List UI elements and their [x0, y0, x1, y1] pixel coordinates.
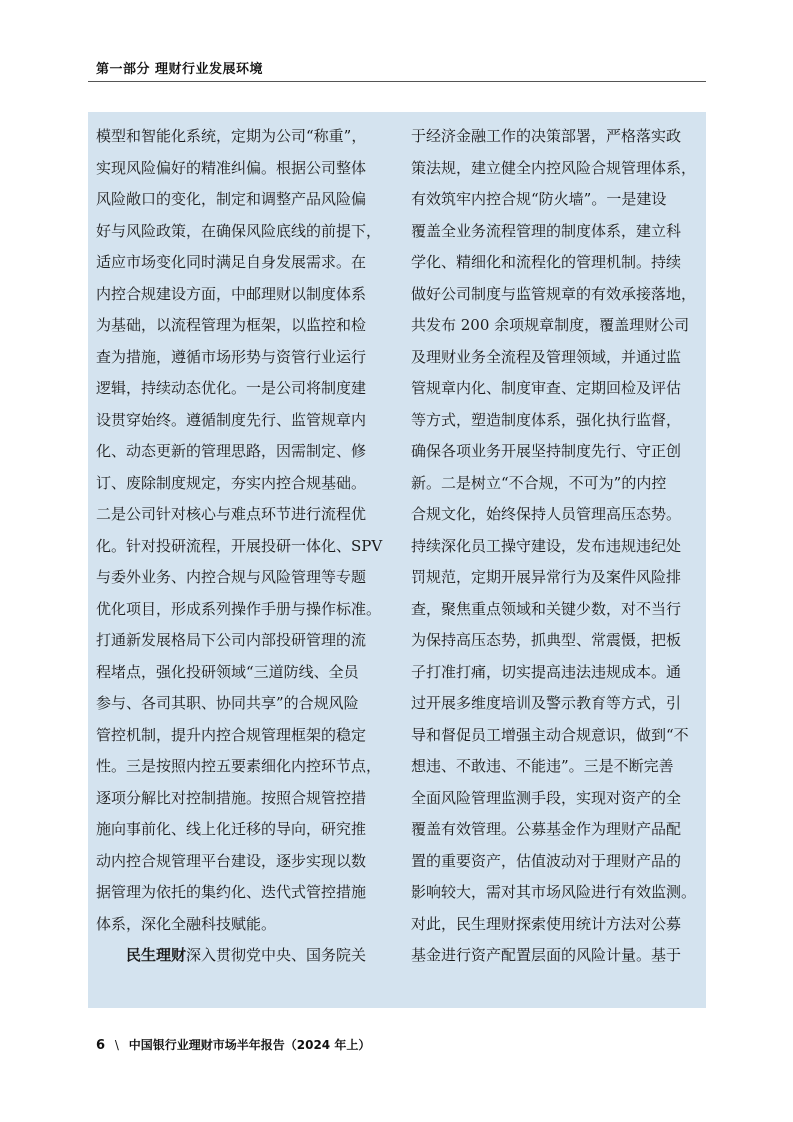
text-line: 为基础，以流程管理为框架，以监控和检 — [96, 316, 367, 334]
text-line: 查为措施，遵循市场形势与资管行业运行 — [96, 347, 367, 366]
text-line: 罚规范，定期开展异常行为及案件风险排 — [411, 568, 682, 586]
text-line: 二是公司针对核心与难点环节进行流程优 — [96, 505, 367, 523]
text-line: 等方式，塑造制度体系，强化执行监督， — [411, 410, 682, 429]
text-line: 程堵点，强化投研领域“三道防线、全员 — [96, 662, 359, 681]
text-line: 及理财业务全流程及管理领域，并通过监 — [411, 347, 682, 366]
text-line: 于经济金融工作的决策部署，严格落实政 — [411, 127, 682, 145]
text-run: 深入贯彻党中央、国务院关 — [186, 946, 367, 964]
text-line: 确保各项业务开展坚持制度先行、守正创 — [411, 442, 682, 460]
text-line: 导和督促员工增强主动合规意识，做到“不 — [411, 725, 689, 744]
report-title: 中国银行业理财市场半年报告（2024 年上） — [128, 1038, 371, 1052]
section-header: 第一部分 理财行业发展环境 — [96, 62, 264, 77]
text-line: 为保持高压态势，抓典型、常震慑，把板 — [411, 631, 682, 649]
footer-separator: \ — [114, 1038, 119, 1052]
text-line: 持续深化员工操守建设，发布违规违纪处 — [411, 536, 682, 555]
text-line: 打通新发展格局下公司内部投研管理的流 — [96, 631, 367, 649]
text-line: 子打准打痛，切实提高违法违规成本。通 — [411, 662, 682, 681]
text-line: 优化项目，形成系列操作手册与操作标准。 — [96, 599, 382, 618]
text-line: 设贯穿始终。遵循制度先行、监管规章内 — [96, 410, 367, 429]
text-line: 对此，民生理财探索使用统计方法对公募 — [411, 914, 682, 933]
paragraph-start-line — [96, 940, 389, 972]
text-line: 查，聚焦重点领域和关键少数，对不当行 — [411, 599, 682, 618]
text-line: 管规章内化、制度审查、定期回检及评估 — [411, 379, 682, 397]
text-line: 体系，深化全融科技赋能。 — [96, 914, 277, 933]
text-line: 基金进行资产配置层面的风险计量。基于 — [411, 946, 682, 964]
text-line: 化。针对投研流程，开展投研一体化、SPV — [96, 536, 383, 555]
text-line: 置的重要资产，估值波动对于理财产品的 — [411, 851, 682, 870]
text-line: 全面风险管理监测手段，实现对资产的全 — [411, 788, 682, 807]
right-column — [411, 121, 704, 972]
page-number: 6 — [96, 1038, 106, 1053]
text-line: 有效筑牢内控合规“防火墙”。一是建设 — [411, 190, 667, 208]
text-line: 订、废除制度规定，夯实内控合规基础。 — [96, 473, 367, 492]
text-line: 好与风险政策，在确保风险底线的前提下， — [96, 221, 382, 240]
text-line: 共发布 200 余项规章制度，覆盖理财公司 — [411, 316, 690, 334]
text-line: 性。三是按照内控五要素细化内控环节点， — [96, 757, 382, 775]
text-line: 适应市场变化同时满足自身发展需求。在 — [96, 253, 367, 271]
text-line: 实现风险偏好的精准纠偏。根据公司整体 — [96, 158, 367, 177]
text-line: 化、动态更新的管理思路，因需制定、修 — [96, 442, 367, 460]
page-footer — [96, 1036, 370, 1053]
text-line: 逻辑，持续动态优化。一是公司将制度建 — [96, 379, 367, 397]
text-line: 影响较大，需对其市场风险进行有效监测。 — [411, 883, 697, 901]
text-line: 据管理为依托的集约化、迭代式管控措施 — [96, 883, 367, 901]
text-line: 新。二是树立“不合规，不可为”的内控 — [411, 473, 667, 492]
text-line: 与委外业务、内控合规与风险管理等专题 — [96, 568, 367, 586]
text-line: 合规文化，始终保持人员管理高压态势。 — [411, 505, 682, 523]
text-line: 覆盖有效管理。公募基金作为理财产品配 — [411, 820, 682, 838]
text-line: 学化、精细化和流程化的管理机制。持续 — [411, 253, 682, 271]
text-line: 施向事前化、线上化迁移的导向，研究推 — [96, 820, 367, 838]
text-line: 逐项分解比对控制措施。按照合规管控措 — [96, 788, 367, 807]
header-divider — [88, 81, 706, 82]
text-line: 管控机制，提升内控合规管理框架的稳定 — [96, 725, 367, 744]
text-line: 想违、不敢违、不能违”。三是不断完善 — [411, 757, 674, 775]
text-line: 做好公司制度与监管规章的有效承接落地， — [411, 284, 697, 303]
text-line: 模型和智能化系统，定期为公司“称重”， — [96, 127, 367, 145]
text-line: 内控合规建设方面，中邮理财以制度体系 — [96, 284, 367, 303]
text-line: 过开展多维度培训及警示教育等方式，引 — [411, 694, 682, 712]
text-line: 策法规，建立健全内控风险合规管理体系， — [411, 158, 697, 177]
text-line: 参与、各司其职、协同共享”的合规风险 — [96, 694, 359, 712]
text-line: 动内控合规管理平台建设，逐步实现以数 — [96, 851, 367, 870]
text-line: 风险敞口的变化，制定和调整产品风险偏 — [96, 190, 367, 208]
left-column — [96, 121, 389, 972]
institution-name: 民生理财 — [126, 946, 187, 964]
text-line: 覆盖全业务流程管理的制度体系，建立科 — [411, 221, 682, 240]
